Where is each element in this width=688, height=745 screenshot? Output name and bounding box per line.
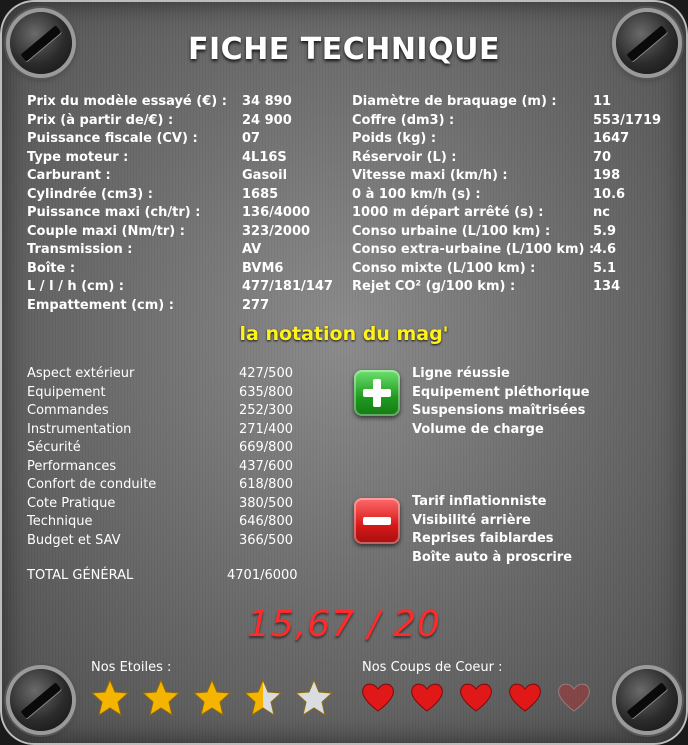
spec-row: [27, 260, 347, 279]
score-row: [27, 365, 297, 384]
spec-label: Coffre (dm3) :: [352, 112, 455, 128]
spec-value: Gasoil: [242, 168, 288, 183]
score-label: Commandes: [27, 403, 109, 418]
star-icon: [243, 678, 283, 718]
con-item: Visibilité arrière: [412, 512, 531, 528]
score-row: [27, 476, 297, 495]
score-value: 437/600: [238, 458, 293, 474]
pro-item: Ligne réussie: [412, 366, 510, 381]
heart-icon: [409, 680, 445, 714]
spec-label: 1000 m départ arrêté (s) :: [352, 205, 544, 220]
score-label: Confort de conduite: [27, 477, 157, 492]
spec-row: [27, 204, 347, 223]
screw-icon: [616, 669, 678, 731]
pros-list: [412, 365, 590, 439]
score-value: 366/500: [238, 532, 293, 548]
spec-label: Prix du modèle essayé (€) :: [27, 94, 227, 109]
spec-row: [27, 112, 347, 131]
spec-row: [27, 149, 347, 168]
score-row: [27, 384, 297, 403]
spec-row: [27, 93, 347, 112]
spec-row: [352, 186, 662, 205]
score-row: [27, 495, 297, 514]
spec-value: 10.6: [593, 186, 626, 202]
spec-value: 5.9: [593, 223, 617, 239]
spec-row: [352, 260, 662, 279]
spec-label: Rejet CO² (g/100 km) :: [352, 279, 516, 294]
spec-value: 24 900: [242, 112, 292, 128]
spec-row: [352, 112, 662, 131]
pro-item: Equipement pléthorique: [412, 384, 590, 400]
spec-label: Conso extra-urbaine (L/100 km) :: [352, 242, 595, 257]
spec-value: 477/181/147: [242, 279, 333, 294]
spec-label: 0 à 100 km/h (s) :: [352, 186, 481, 202]
score-label: Aspect extérieur: [27, 366, 135, 381]
spec-row: [27, 241, 347, 260]
score-list: [27, 365, 297, 550]
overall-grade: 15,67 / 20: [247, 604, 441, 645]
spec-label: Conso urbaine (L/100 km) :: [352, 223, 551, 239]
score-label: Budget et SAV: [27, 532, 121, 548]
total-value: 4701/6000: [227, 568, 298, 583]
score-row: [27, 532, 297, 551]
heart-icon: [556, 680, 592, 714]
score-value: 252/300: [238, 403, 293, 418]
spec-label: Réservoir (L) :: [352, 149, 457, 165]
spec-value: 323/2000: [242, 223, 311, 239]
spec-label: Prix (à partir de/€) :: [27, 112, 174, 128]
spec-row: [352, 167, 662, 186]
spec-row: [352, 278, 662, 297]
cons-list: [412, 493, 572, 567]
heart-icon: [360, 680, 396, 714]
spec-row: [352, 204, 662, 223]
spec-row: [27, 278, 347, 297]
spec-value: 277: [242, 297, 270, 313]
score-value: 427/500: [238, 366, 293, 381]
spec-label: Empattement (cm) :: [27, 297, 174, 313]
spec-row: [352, 149, 662, 168]
spec-row: [352, 241, 662, 260]
total-label: TOTAL GÉNÉRAL: [27, 568, 134, 583]
con-item: Tarif inflationniste: [412, 494, 547, 509]
hearts-label: Nos Coups de Coeur :: [362, 660, 503, 675]
spec-value: 5.1: [593, 260, 617, 276]
score-row: [27, 458, 297, 477]
score-value: 646/800: [238, 514, 293, 529]
score-value: 271/400: [238, 421, 293, 437]
score-value: 635/800: [238, 384, 293, 400]
heart-icon: [458, 680, 494, 714]
score-label: Performances: [27, 458, 117, 474]
spec-value: 198: [593, 168, 621, 183]
spec-value: 553/1719: [593, 112, 662, 128]
score-label: Equipement: [27, 384, 106, 400]
score-row: [27, 513, 297, 532]
spec-value: 70: [593, 149, 612, 165]
notation-heading: la notation du mag': [239, 323, 449, 345]
star-icon: [294, 678, 334, 718]
spec-label: Type moteur :: [27, 149, 129, 165]
star-icon: [141, 678, 181, 718]
spec-value: 34 890: [242, 94, 292, 109]
score-row: [27, 402, 297, 421]
plus-icon: [354, 370, 400, 416]
spec-row: [352, 93, 662, 112]
minus-icon: [354, 498, 400, 544]
screw-icon: [10, 669, 72, 731]
spec-list-left: [27, 93, 347, 315]
stars-label: Nos Etoiles :: [91, 660, 172, 675]
score-label: Instrumentation: [27, 421, 132, 437]
spec-row: [27, 223, 347, 242]
spec-label: Vitesse maxi (km/h) :: [352, 168, 508, 183]
spec-label: L / l / h (cm) :: [27, 279, 124, 294]
spec-row: [27, 130, 347, 149]
score-label: Cote Pratique: [27, 495, 116, 511]
score-value: 380/500: [238, 495, 293, 511]
spec-value: 07: [242, 131, 261, 146]
spec-row: [27, 167, 347, 186]
spec-value: 11: [593, 94, 612, 109]
spec-label: Puissance maxi (ch/tr) :: [27, 205, 201, 220]
score-label: Sécurité: [27, 440, 81, 455]
spec-label: Puissance fiscale (CV) :: [27, 131, 198, 146]
spec-label: Boîte :: [27, 260, 76, 276]
heart-rating: [360, 680, 592, 714]
con-item: Reprises faiblardes: [412, 531, 554, 546]
spec-row: [352, 223, 662, 242]
page-title: FICHE TECHNIQUE: [188, 32, 500, 67]
spec-label: Conso mixte (L/100 km) :: [352, 260, 536, 276]
spec-label: Poids (kg) :: [352, 131, 437, 146]
spec-label: Transmission :: [27, 242, 133, 257]
spec-row: [352, 130, 662, 149]
pro-item: Suspensions maîtrisées: [412, 403, 586, 418]
spec-value: 134: [593, 279, 621, 294]
spec-value: nc: [593, 205, 610, 220]
score-value: 669/800: [238, 440, 293, 455]
spec-label: Cylindrée (cm3) :: [27, 186, 153, 202]
spec-label: Couple maxi (Nm/tr) :: [27, 223, 185, 239]
spec-value: 4L16S: [242, 149, 287, 165]
score-label: Technique: [27, 514, 93, 529]
con-item: Boîte auto à proscrire: [412, 549, 573, 565]
spec-row: [27, 186, 347, 205]
score-value: 618/800: [238, 477, 293, 492]
spec-value: BVM6: [242, 260, 284, 276]
score-row: [27, 421, 297, 440]
spec-value: AV: [242, 242, 262, 257]
spec-row: [27, 297, 347, 316]
star-icon: [90, 678, 130, 718]
spec-value: 1647: [593, 131, 630, 146]
spec-value: 1685: [242, 186, 279, 202]
total-row: [27, 568, 298, 583]
spec-label: Diamètre de braquage (m) :: [352, 94, 557, 109]
spec-value: 4.6: [593, 242, 617, 257]
spec-value: 136/4000: [242, 205, 311, 220]
score-row: [27, 439, 297, 458]
star-rating: [90, 678, 334, 718]
star-icon: [192, 678, 232, 718]
spec-label: Carburant :: [27, 168, 111, 183]
pro-item: Volume de charge: [412, 421, 544, 437]
heart-icon: [507, 680, 543, 714]
spec-list-right: [352, 93, 662, 297]
